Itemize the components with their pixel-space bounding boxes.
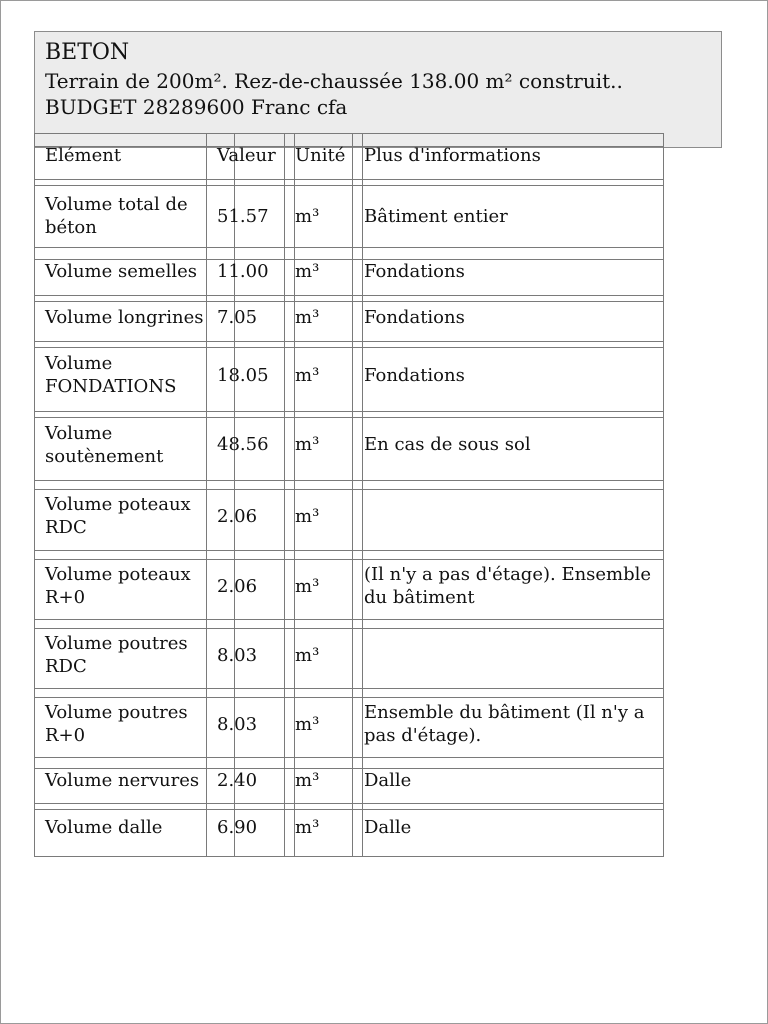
column-divider <box>362 133 363 857</box>
row-divider <box>34 341 664 342</box>
column-divider <box>352 133 353 857</box>
table-cell-unite: m³ <box>295 205 320 227</box>
row-divider <box>34 619 664 620</box>
table-cell-info: En cas de sous sol <box>364 434 531 455</box>
table-cell-info: Dalle <box>364 769 412 791</box>
table-cell-element: Volume dalle <box>45 816 163 838</box>
table-cell-element: Volume longrines <box>45 306 204 328</box>
table-cell-valeur: 11.00 <box>217 260 269 282</box>
table-cell-valeur: 48.56 <box>217 434 269 455</box>
table-cell-element: Volume poteaux RDC <box>45 494 191 538</box>
column-header-unite: Unité <box>295 144 346 166</box>
row-divider <box>34 550 664 551</box>
table-cell-info: Fondations <box>364 306 465 328</box>
table-cell-unite: m³ <box>295 769 320 791</box>
header-box <box>34 31 722 148</box>
row-divider <box>34 411 664 412</box>
table-cell-valeur: 7.05 <box>217 306 258 328</box>
table-border-left <box>34 133 35 857</box>
header-budget: BUDGET 28289600 Franc cfa <box>45 95 348 119</box>
row-divider <box>34 757 664 758</box>
table-cell-info: Fondations <box>364 260 465 282</box>
table-cell-unite: m³ <box>295 364 320 386</box>
table-cell-element: Volume total de béton <box>45 194 188 238</box>
table-cell-info: Fondations <box>364 364 465 386</box>
table-cell-valeur: 6.90 <box>217 816 258 838</box>
table-cell-unite: m³ <box>295 505 320 527</box>
table-cell-info: Ensemble du bâtiment (Il n'y a pas d'étage). <box>364 702 645 746</box>
row-divider <box>34 803 664 804</box>
table-cell-valeur: 2.40 <box>217 769 258 791</box>
table-cell-info: (Il n'y a pas d'étage). Ensemble du bâtiment <box>364 564 652 608</box>
table-cell-info: Dalle <box>364 816 412 838</box>
table-cell-element: Volume FONDATIONS <box>45 353 177 397</box>
row-divider <box>34 247 664 248</box>
table-cell-unite: m³ <box>295 713 320 735</box>
header-description: Terrain de 200m². Rez-de-chaussée 138.00 m² construit.. <box>45 69 623 93</box>
table-cell-valeur: 51.57 <box>217 205 269 227</box>
table-cell-unite: m³ <box>295 260 320 282</box>
table-cell-valeur: 8.03 <box>217 713 258 735</box>
table-cell-element: Volume soutènement <box>45 422 164 467</box>
row-divider <box>34 295 664 296</box>
row-divider <box>34 179 664 180</box>
table-cell-element: Volume poteaux R+0 <box>45 564 191 608</box>
table-border-right <box>663 133 664 857</box>
table-cell-info: Bâtiment entier <box>364 205 508 227</box>
table-cell-element: Volume semelles <box>45 260 197 282</box>
table-cell-valeur: 18.05 <box>217 364 269 386</box>
row-divider <box>34 133 664 134</box>
row-divider <box>34 688 664 689</box>
page-title: BETON <box>45 40 130 65</box>
table-cell-valeur: 2.06 <box>217 505 258 527</box>
table-cell-unite: m³ <box>295 644 320 666</box>
table-cell-element: Volume nervures <box>45 769 200 791</box>
table-cell-info <box>364 489 660 543</box>
beton-table <box>34 133 664 857</box>
column-header-valeur: Valeur <box>217 144 276 166</box>
column-header-info: Plus d'informations <box>364 144 541 166</box>
table-cell-unite: m³ <box>295 816 320 838</box>
column-header-element: Elément <box>45 144 122 166</box>
table-cell-unite: m³ <box>295 575 320 597</box>
table-cell-element: Volume poutres RDC <box>45 633 188 677</box>
table-cell-unite: m³ <box>295 434 320 455</box>
table-cell-valeur: 2.06 <box>217 575 258 597</box>
row-divider <box>34 480 664 481</box>
table-cell-element: Volume poutres R+0 <box>45 702 188 746</box>
table-cell-info <box>364 628 660 682</box>
table-cell-unite: m³ <box>295 306 320 328</box>
row-divider <box>34 856 664 857</box>
table-cell-valeur: 8.03 <box>217 644 258 666</box>
